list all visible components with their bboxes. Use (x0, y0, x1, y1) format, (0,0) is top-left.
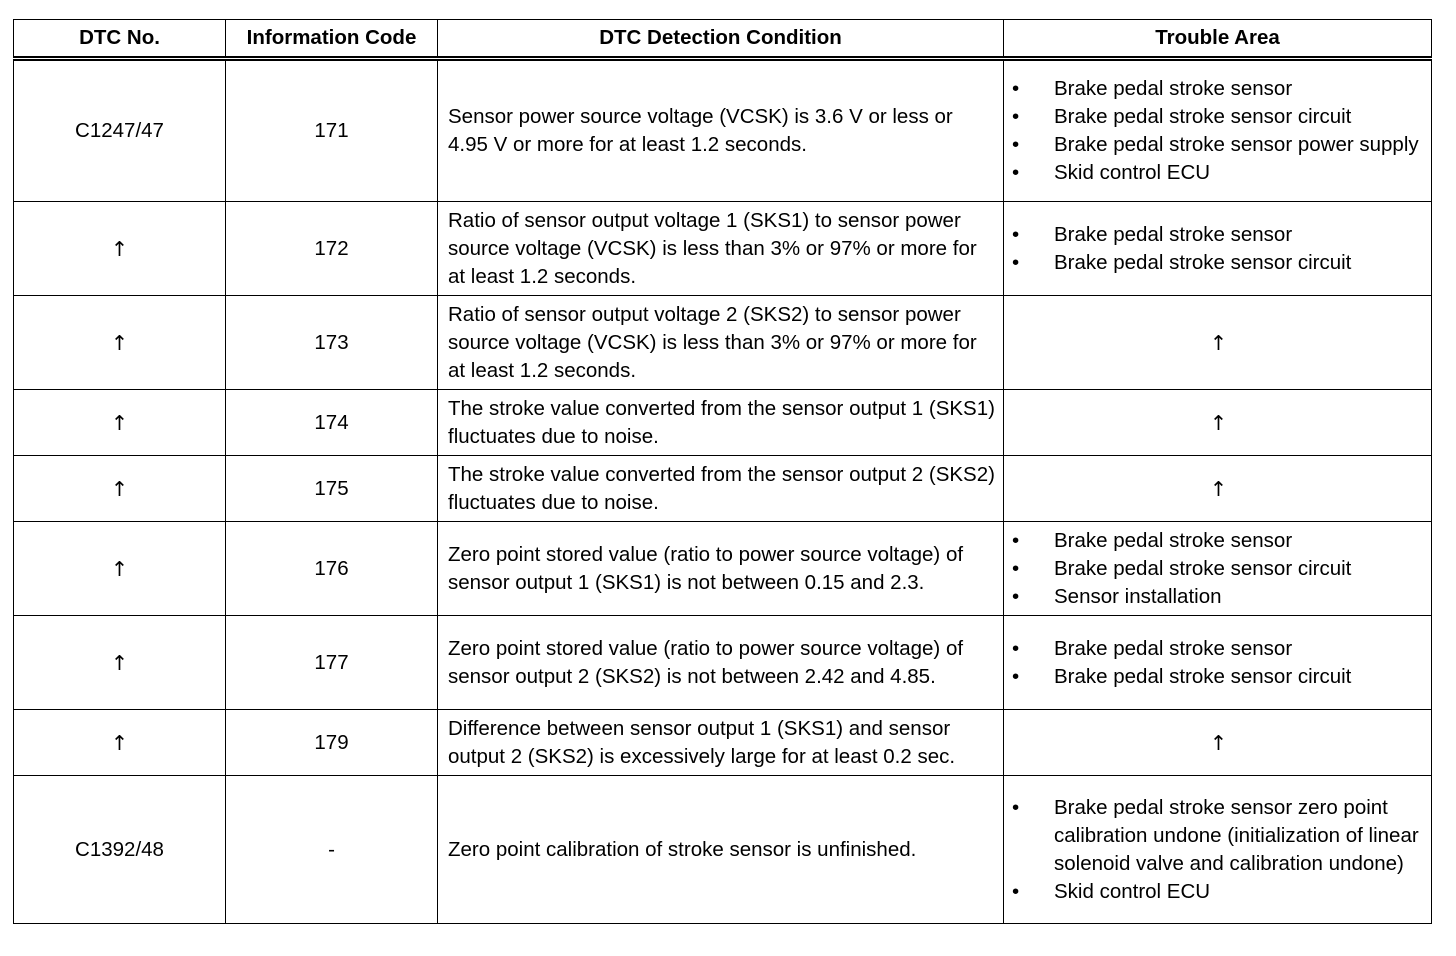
trouble-area-item: Brake pedal stroke sensor (1054, 528, 1293, 552)
table-row (14, 296, 1432, 390)
list-item (1012, 663, 1425, 691)
detection-condition-cell: The stroke value converted from the sensor output 1 (SKS1) fluctuates due to noise. (438, 390, 1004, 456)
list-item (1012, 555, 1425, 583)
detection-condition-cell: Zero point stored value (ratio to power source voltage) of sensor output 2 (SKS2) is not between 2.42 and 4.85. (438, 616, 1004, 710)
table-row (14, 710, 1432, 776)
trouble-area-cell (1004, 59, 1432, 202)
bullet-icon: • (1012, 133, 1020, 156)
bullet-icon: • (1012, 556, 1020, 580)
trouble-area-item: Skid control ECU (1054, 161, 1211, 184)
list-item (1012, 75, 1425, 103)
information-code-cell: 172 (226, 202, 438, 296)
table-header-row (14, 20, 1432, 59)
information-code-cell: 179 (226, 710, 438, 776)
information-code-cell: 177 (226, 616, 438, 710)
trouble-area-item: Brake pedal stroke sensor (1054, 222, 1293, 246)
detection-condition-cell: Zero point stored value (ratio to power source voltage) of sensor output 1 (SKS1) is not between 0.15 and 2.3. (438, 522, 1004, 616)
table-row (14, 390, 1432, 456)
bullet-icon: • (1012, 250, 1020, 274)
information-code-cell: 174 (226, 390, 438, 456)
dtc-ditto-arrow: ↑ (14, 616, 226, 710)
list-item (1012, 249, 1425, 277)
bullet-icon: • (1012, 795, 1020, 819)
bullet-icon: • (1012, 879, 1020, 903)
list-item (1012, 635, 1425, 663)
information-code-cell: - (226, 776, 438, 924)
list-item (1012, 131, 1425, 159)
header-trouble-area: Trouble Area (1004, 20, 1432, 59)
bullet-icon: • (1012, 584, 1020, 608)
dtc-ditto-arrow: ↑ (14, 456, 226, 522)
trouble-area-list (1012, 221, 1425, 277)
bullet-icon: • (1012, 636, 1020, 660)
list-item (1012, 159, 1425, 187)
list-item (1012, 221, 1425, 249)
information-code-cell: 171 (226, 59, 438, 202)
trouble-area-list (1012, 527, 1425, 611)
trouble-area-item: Brake pedal stroke sensor (1054, 77, 1293, 100)
trouble-area-item: Brake pedal stroke sensor circuit (1054, 250, 1352, 274)
dtc-ditto-arrow: ↑ (14, 390, 226, 456)
header-dtc-no: DTC No. (14, 20, 226, 59)
list-item (1012, 527, 1425, 555)
information-code-cell: 175 (226, 456, 438, 522)
trouble-area-item: Brake pedal stroke sensor circuit (1054, 105, 1352, 128)
header-detection-condition: DTC Detection Condition (438, 20, 1004, 59)
bullet-icon: • (1012, 161, 1020, 184)
list-item (1012, 103, 1425, 131)
trouble-area-item: Brake pedal stroke sensor zero point calibration undone (initialization of linear solenoid valve and calibration undone) (1054, 795, 1419, 875)
bullet-icon: • (1012, 528, 1020, 552)
trouble-area-item: Brake pedal stroke sensor circuit (1054, 664, 1352, 688)
trouble-area-item: Brake pedal stroke sensor circuit (1054, 556, 1352, 580)
trouble-area-item: Brake pedal stroke sensor power supply (1054, 133, 1419, 156)
bullet-icon: • (1012, 105, 1020, 128)
list-item (1012, 794, 1425, 878)
list-item (1012, 583, 1425, 611)
dtc-number-cell: C1392/48 (14, 776, 226, 924)
dtc-ditto-arrow: ↑ (14, 202, 226, 296)
bullet-icon: • (1012, 664, 1020, 688)
table-body (14, 59, 1432, 924)
trouble-area-cell (1004, 616, 1432, 710)
table-row (14, 456, 1432, 522)
dtc-ditto-arrow: ↑ (14, 296, 226, 390)
trouble-area-ditto-arrow: ↑ (1004, 390, 1432, 456)
trouble-area-cell (1004, 776, 1432, 924)
header-information-code: Information Code (226, 20, 438, 59)
dtc-table (13, 19, 1432, 924)
trouble-area-ditto-arrow: ↑ (1004, 710, 1432, 776)
trouble-area-ditto-arrow: ↑ (1004, 296, 1432, 390)
dtc-number-cell: C1247/47 (14, 59, 226, 202)
trouble-area-list (1012, 794, 1425, 906)
trouble-area-cell (1004, 202, 1432, 296)
dtc-ditto-arrow: ↑ (14, 522, 226, 616)
dtc-ditto-arrow: ↑ (14, 710, 226, 776)
trouble-area-item: Sensor installation (1054, 584, 1222, 608)
list-item (1012, 878, 1425, 906)
information-code-cell: 176 (226, 522, 438, 616)
table-row (14, 616, 1432, 710)
detection-condition-cell: The stroke value converted from the sensor output 2 (SKS2) fluctuates due to noise. (438, 456, 1004, 522)
trouble-area-list (1012, 635, 1425, 691)
table-row (14, 59, 1432, 202)
trouble-area-item: Skid control ECU (1054, 879, 1211, 903)
trouble-area-cell (1004, 522, 1432, 616)
detection-condition-cell: Difference between sensor output 1 (SKS1) and sensor output 2 (SKS2) is excessively large for at least 0.2 sec. (438, 710, 1004, 776)
detection-condition-cell: Ratio of sensor output voltage 2 (SKS2) to sensor power source voltage (VCSK) is less than 3% or 97% or more for at least 1.2 seconds. (438, 296, 1004, 390)
table-row (14, 776, 1432, 924)
detection-condition-cell: Zero point calibration of stroke sensor is unfinished. (438, 776, 1004, 924)
table-row (14, 522, 1432, 616)
bullet-icon: • (1012, 77, 1020, 100)
trouble-area-list (1012, 75, 1425, 187)
trouble-area-ditto-arrow: ↑ (1004, 456, 1432, 522)
bullet-icon: • (1012, 222, 1020, 246)
information-code-cell: 173 (226, 296, 438, 390)
trouble-area-item: Brake pedal stroke sensor (1054, 636, 1293, 660)
detection-condition-cell: Ratio of sensor output voltage 1 (SKS1) to sensor power source voltage (VCSK) is less than 3% or 97% or more for at least 1.2 seconds. (438, 202, 1004, 296)
detection-condition-cell: Sensor power source voltage (VCSK) is 3.6 V or less or 4.95 V or more for at least 1.2 seconds. (438, 59, 1004, 202)
table-row (14, 202, 1432, 296)
